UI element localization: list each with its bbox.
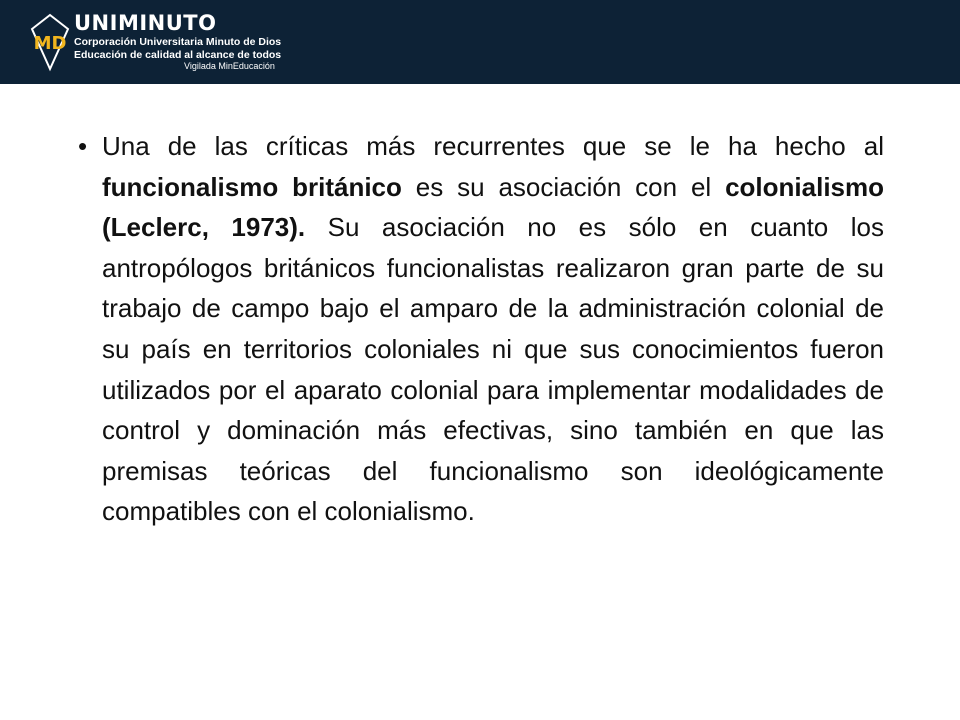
bullet-marker: • — [78, 131, 88, 161]
bold-term-colonialismo: colonialismo (Leclerc, 1973). — [102, 171, 884, 243]
md-logo-mark — [30, 11, 70, 73]
text-segment: Su asociación no es sólo en cuanto los antropólogos británicos funcionalistas realizaron gran parte de su trabajo de campo bajo el amparo de la administración colonial de su país en territorios coloniales ni que sus conocimientos fueron utilizados por el aparato colonial para implementar modalidades de control y dominación más efectivas, sino también en que las premisas teóricas del funcionalismo son ideológicamente compatibles con el colonialismo. — [102, 212, 884, 527]
bullet-paragraph — [78, 126, 884, 532]
text-segment: es su asociación con el — [401, 171, 726, 202]
text-segment: Una de las críticas más recurrentes que se le ha hecho al — [102, 131, 884, 161]
logo-line-3: Vigilada MinEducación — [184, 61, 275, 71]
logo-brand: UNIMINUTO — [74, 11, 217, 35]
svg-text:MD: MD — [33, 33, 67, 54]
logo-line-1: Corporación Universitaria Minuto de Dios — [74, 36, 282, 48]
slide-content — [78, 126, 884, 532]
logo-line-2: Educación de calidad al alcance de todos — [74, 48, 282, 61]
logo-text-block — [74, 13, 281, 71]
bold-term-funcionalismo: funcionalismo británico — [102, 171, 402, 202]
uniminuto-logo — [30, 6, 281, 78]
header-bar — [0, 0, 960, 84]
